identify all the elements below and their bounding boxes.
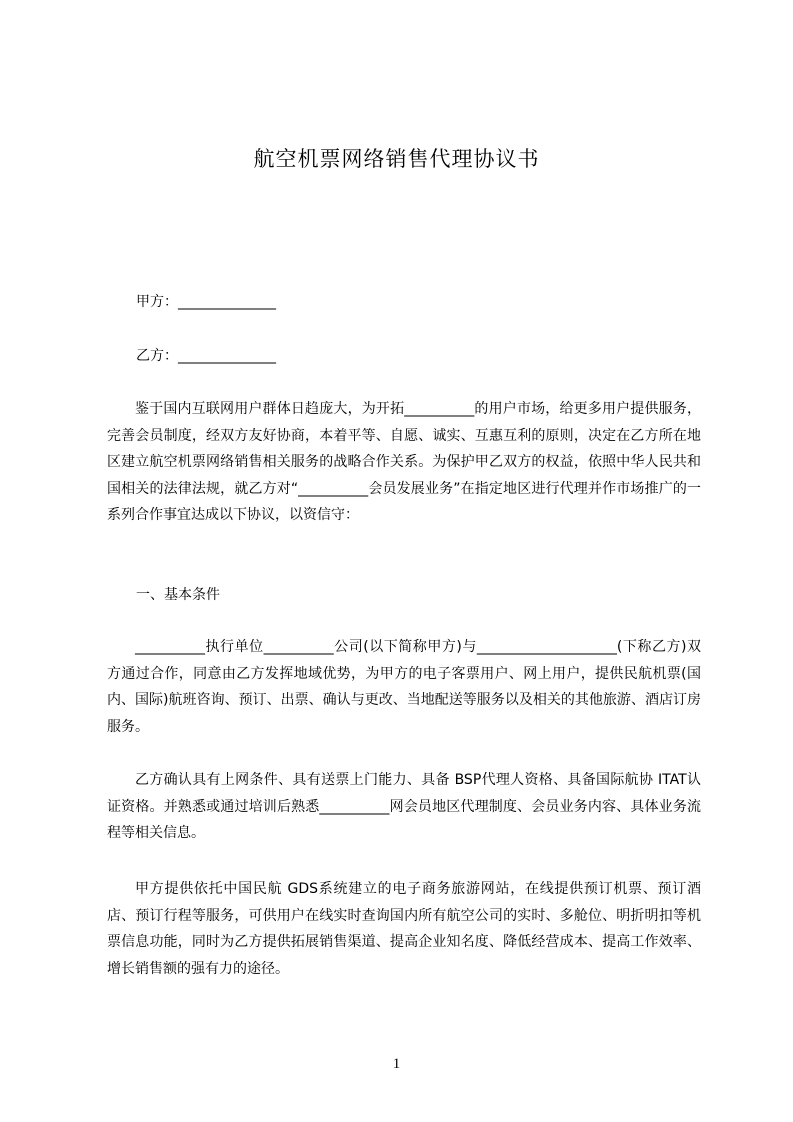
page-title: 航空机票网络销售代理协议书 — [253, 147, 540, 171]
section-paragraph-2: 乙方确认具有上网条件、具有送票上门能力、具备 BSP代理人资格、具备国际航协 ITAT认证资格。并熟悉或通过培训后熟悉__________网会员地区代理制度、会员业务内容、具体业务流程等相关信息。 — [107, 772, 701, 841]
party-b-line: 乙方：______________ — [136, 348, 276, 364]
section-heading: 一、基本条件 — [136, 587, 220, 603]
preamble-paragraph: 鉴于国内互联网用户群体日趋庞大，为开拓__________的用户市场，给更多用户提供服务，完善会员制度，经双方友好协商，本着平等、自愿、诚实、互惠互利的原则，决定在乙方所在地区建立航空机票网络销售相关服务的战略合作关系。为保护甲乙双方的权益，依照中华人民共和国相关的法律法规，就乙方对“__________会员发展业务”在指定地区进行代理并作市场推广的一系列合作事宜达成以下协议，以资信守： — [107, 401, 701, 523]
party-a-line: 甲方：______________ — [136, 294, 276, 310]
section-paragraph-1: __________执行单位__________公司(以下简称甲方)与____________________(下称乙方)双方通过合作，同意由乙方发挥地域优势，为甲方的电子客票用户、网上用户，提供民航机票(国内、国际)航班咨询、预订、出票、确认与更改、当地配送等服务以及相关的其他旅游、酒店订房服务。 — [107, 639, 701, 735]
section-paragraph-3: 甲方提供依托中国民航 GDS系统建立的电子商务旅游网站，在线提供预订机票、预订酒店、预订行程等服务，可供用户在线实时查询国内所有航空公司的实时、多舱位、明折明扣等机票信息功能，同时为乙方提供拓展销售渠道、提高企业知名度、降低经营成本、提高工作效率、增长销售额的强有力的途径。 — [107, 881, 701, 977]
page-number: 1 — [392, 1056, 401, 1072]
